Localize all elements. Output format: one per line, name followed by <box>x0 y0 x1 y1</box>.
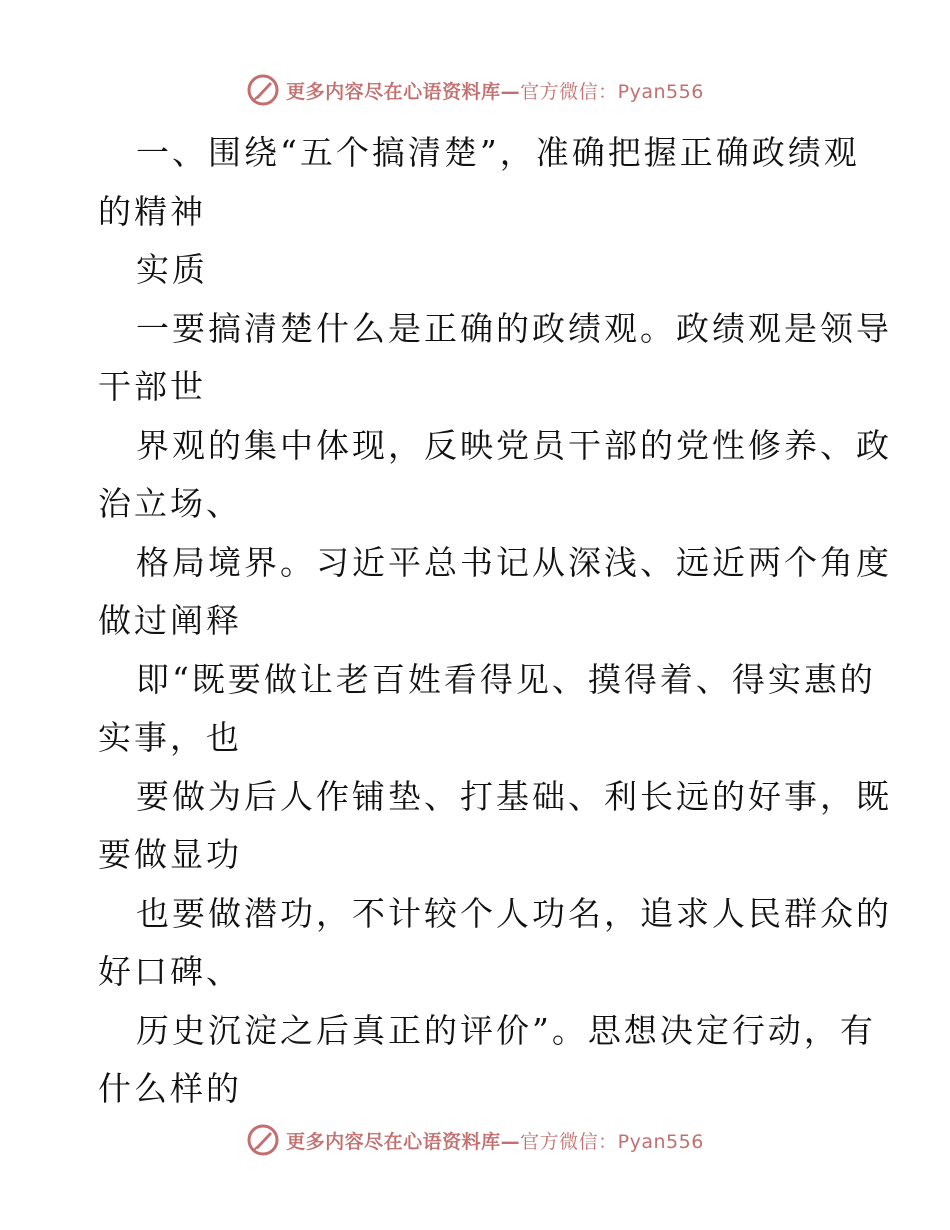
body-line: 也要做潜功，不计较个人功名，追求人民群众的 <box>136 893 892 933</box>
header-wechat-text: 官方微信：Pyan556 <box>520 80 704 103</box>
body-line: 即“既要做让老百姓看得见、摸得着、得实惠的 <box>136 659 876 699</box>
document-body <box>98 124 892 1119</box>
header-separator: — <box>500 80 521 103</box>
footer-wechat-text: 官方微信：Pyan556 <box>520 1130 704 1153</box>
body-line: 治立场、 <box>98 484 242 523</box>
body-line: 一要搞清楚什么是正确的政绩观。政绩观是领导 <box>136 308 892 348</box>
body-line: 做过阐释 <box>98 601 242 640</box>
quill-pen-icon <box>246 73 280 107</box>
body-line: 历史沉淀之后真正的评价”。思想决定行动，有 <box>136 1010 876 1050</box>
body-line: 格局境界。习近平总书记从深浅、远近两个角度 <box>136 542 892 582</box>
footer-banner <box>0 1120 950 1160</box>
header-text <box>286 77 704 104</box>
body-line: 的精神 <box>98 191 206 231</box>
body-line: 好口碑、 <box>98 952 242 991</box>
body-line: 要做为后人作铺垫、打基础、利长远的好事，既 <box>136 776 892 816</box>
body-line: 实质 <box>136 250 208 289</box>
body-line: 实事，也 <box>98 718 242 757</box>
footer-separator: — <box>500 1130 521 1153</box>
quill-pen-icon <box>246 1123 280 1157</box>
footer-text <box>286 1127 704 1154</box>
body-line: 界观的集中体现，反映党员干部的党性修养、政 <box>136 425 892 465</box>
header-site-text: 更多内容尽在心语资料库 <box>286 80 501 103</box>
footer-site-text: 更多内容尽在心语资料库 <box>286 1130 501 1153</box>
body-line: 一、围绕“五个搞清楚”，准确把握正确政绩观 <box>136 133 860 172</box>
body-line: 要做显功 <box>98 835 242 874</box>
body-line: 什么样的 <box>98 1069 242 1108</box>
header-banner <box>0 70 950 110</box>
body-line: 干部世 <box>98 367 206 406</box>
